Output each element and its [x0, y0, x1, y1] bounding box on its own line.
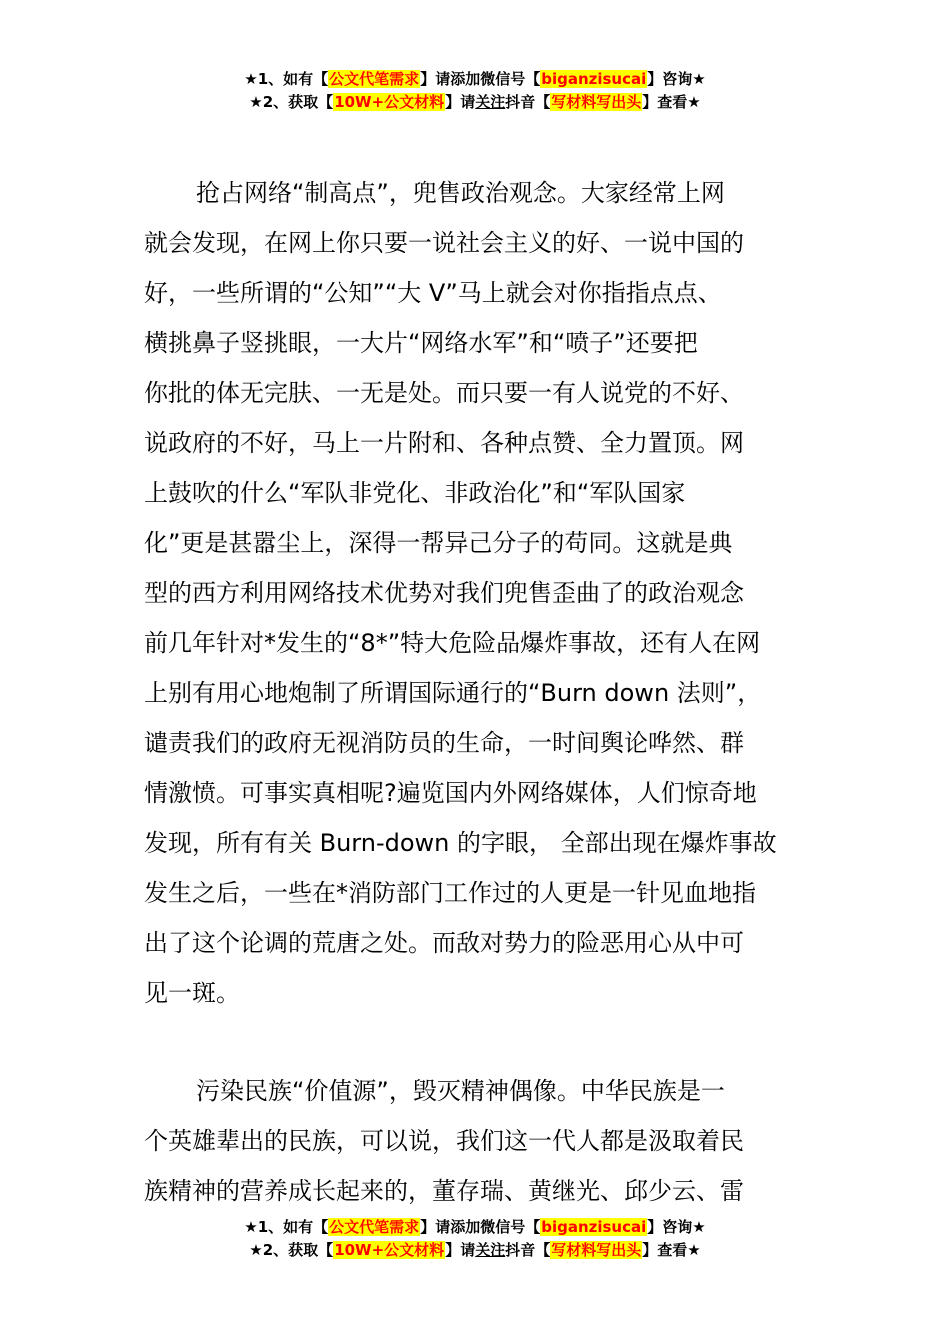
text-line: 发生之后，一些在*消防部门工作过的人更是一针见血地指	[144, 879, 756, 907]
banner-underline: 关注	[475, 93, 506, 111]
text-line: 个英雄辈出的民族，可以说，我们这一代人都是汲取着民	[144, 1127, 744, 1155]
text-line: 好，一些所谓的“公知”“大 V”马上就会对你指指点点、	[144, 279, 722, 307]
banner-text: 】查看★	[642, 93, 701, 111]
banner-text: 】咨询★	[647, 70, 706, 88]
text-line: 情激愤。可事实真相呢?遍览国内外网络媒体，人们惊奇地	[144, 779, 757, 807]
text-line: 见一斑。	[144, 979, 240, 1007]
banner-text: 抖音【	[505, 93, 551, 111]
paragraph-1	[144, 168, 808, 1018]
banner-line-1	[0, 68, 950, 91]
banner-text: 抖音【	[505, 1241, 551, 1259]
banner-text: 】查看★	[642, 1241, 701, 1259]
banner-text: 】请	[445, 1241, 476, 1259]
text-line: 化”更是甚嚣尘上，深得一帮异己分子的苟同。这就是典	[144, 529, 733, 557]
banner-underline: 关注	[475, 1241, 506, 1259]
banner-highlight: 10W+公文材料	[334, 1241, 445, 1259]
text-line: 族精神的营养成长起来的，董存瑞、黄继光、邱少云、雷	[144, 1177, 744, 1205]
banner-highlight: 写材料写出头	[551, 93, 642, 111]
text-line: 型的西方利用网络技术优势对我们兜售歪曲了的政治观念	[144, 579, 744, 607]
banner-text: 】请添加微信号【	[420, 1218, 541, 1236]
text-line: 出了这个论调的荒唐之处。而敌对势力的险恶用心从中可	[144, 929, 744, 957]
text-line: 横挑鼻子竖挑眼，一大片“网络水军”和“喷子”还要把	[144, 329, 698, 357]
text-line: 你批的体无完肤、一无是处。而只要一有人说党的不好、	[144, 379, 744, 407]
banner-text: 】请添加微信号【	[420, 70, 541, 88]
banner-highlight: 10W+公文材料	[334, 93, 445, 111]
banner-text: ★2、获取【	[249, 1241, 334, 1259]
paragraph-2	[144, 1066, 808, 1216]
text-line: 发现，所有有关 Burn-down 的字眼， 全部出现在爆炸事故	[144, 829, 777, 857]
text-line: 抢占网络“制高点”，兜售政治观念。大家经常上网	[196, 179, 725, 207]
banner-text: ★1、如有【	[244, 1218, 329, 1236]
banner-line-2	[0, 91, 950, 114]
footer-banner	[0, 1216, 950, 1262]
text-line: 谴责我们的政府无视消防员的生命，一时间舆论哗然、群	[144, 729, 744, 757]
banner-text: ★2、获取【	[249, 93, 334, 111]
text-line: 污染民族“价值源”，毁灭精神偶像。中华民族是一	[196, 1077, 725, 1105]
header-banner	[0, 68, 950, 114]
banner-line-1	[0, 1216, 950, 1239]
banner-text: 】咨询★	[647, 1218, 706, 1236]
banner-text: ★1、如有【	[244, 70, 329, 88]
text-line: 就会发现，在网上你只要一说社会主义的好、一说中国的	[144, 229, 744, 257]
text-line: 前几年针对*发生的“8*”特大危险品爆炸事故，还有人在网	[144, 629, 761, 657]
banner-highlight: biganzisucai	[541, 1218, 647, 1236]
banner-highlight: biganzisucai	[541, 70, 647, 88]
banner-line-2	[0, 1239, 950, 1262]
text-line: 上别有用心地炮制了所谓国际通行的“Burn down 法则”，	[144, 679, 762, 707]
text-line: 说政府的不好，马上一片附和、各种点赞、全力置顶。网	[144, 429, 744, 457]
banner-highlight: 写材料写出头	[551, 1241, 642, 1259]
text-line: 上鼓吹的什么“军队非党化、非政治化”和“军队国家	[144, 479, 686, 507]
banner-text: 】请	[445, 93, 476, 111]
banner-highlight: 公文代笔需求	[329, 1218, 420, 1236]
banner-highlight: 公文代笔需求	[329, 70, 420, 88]
